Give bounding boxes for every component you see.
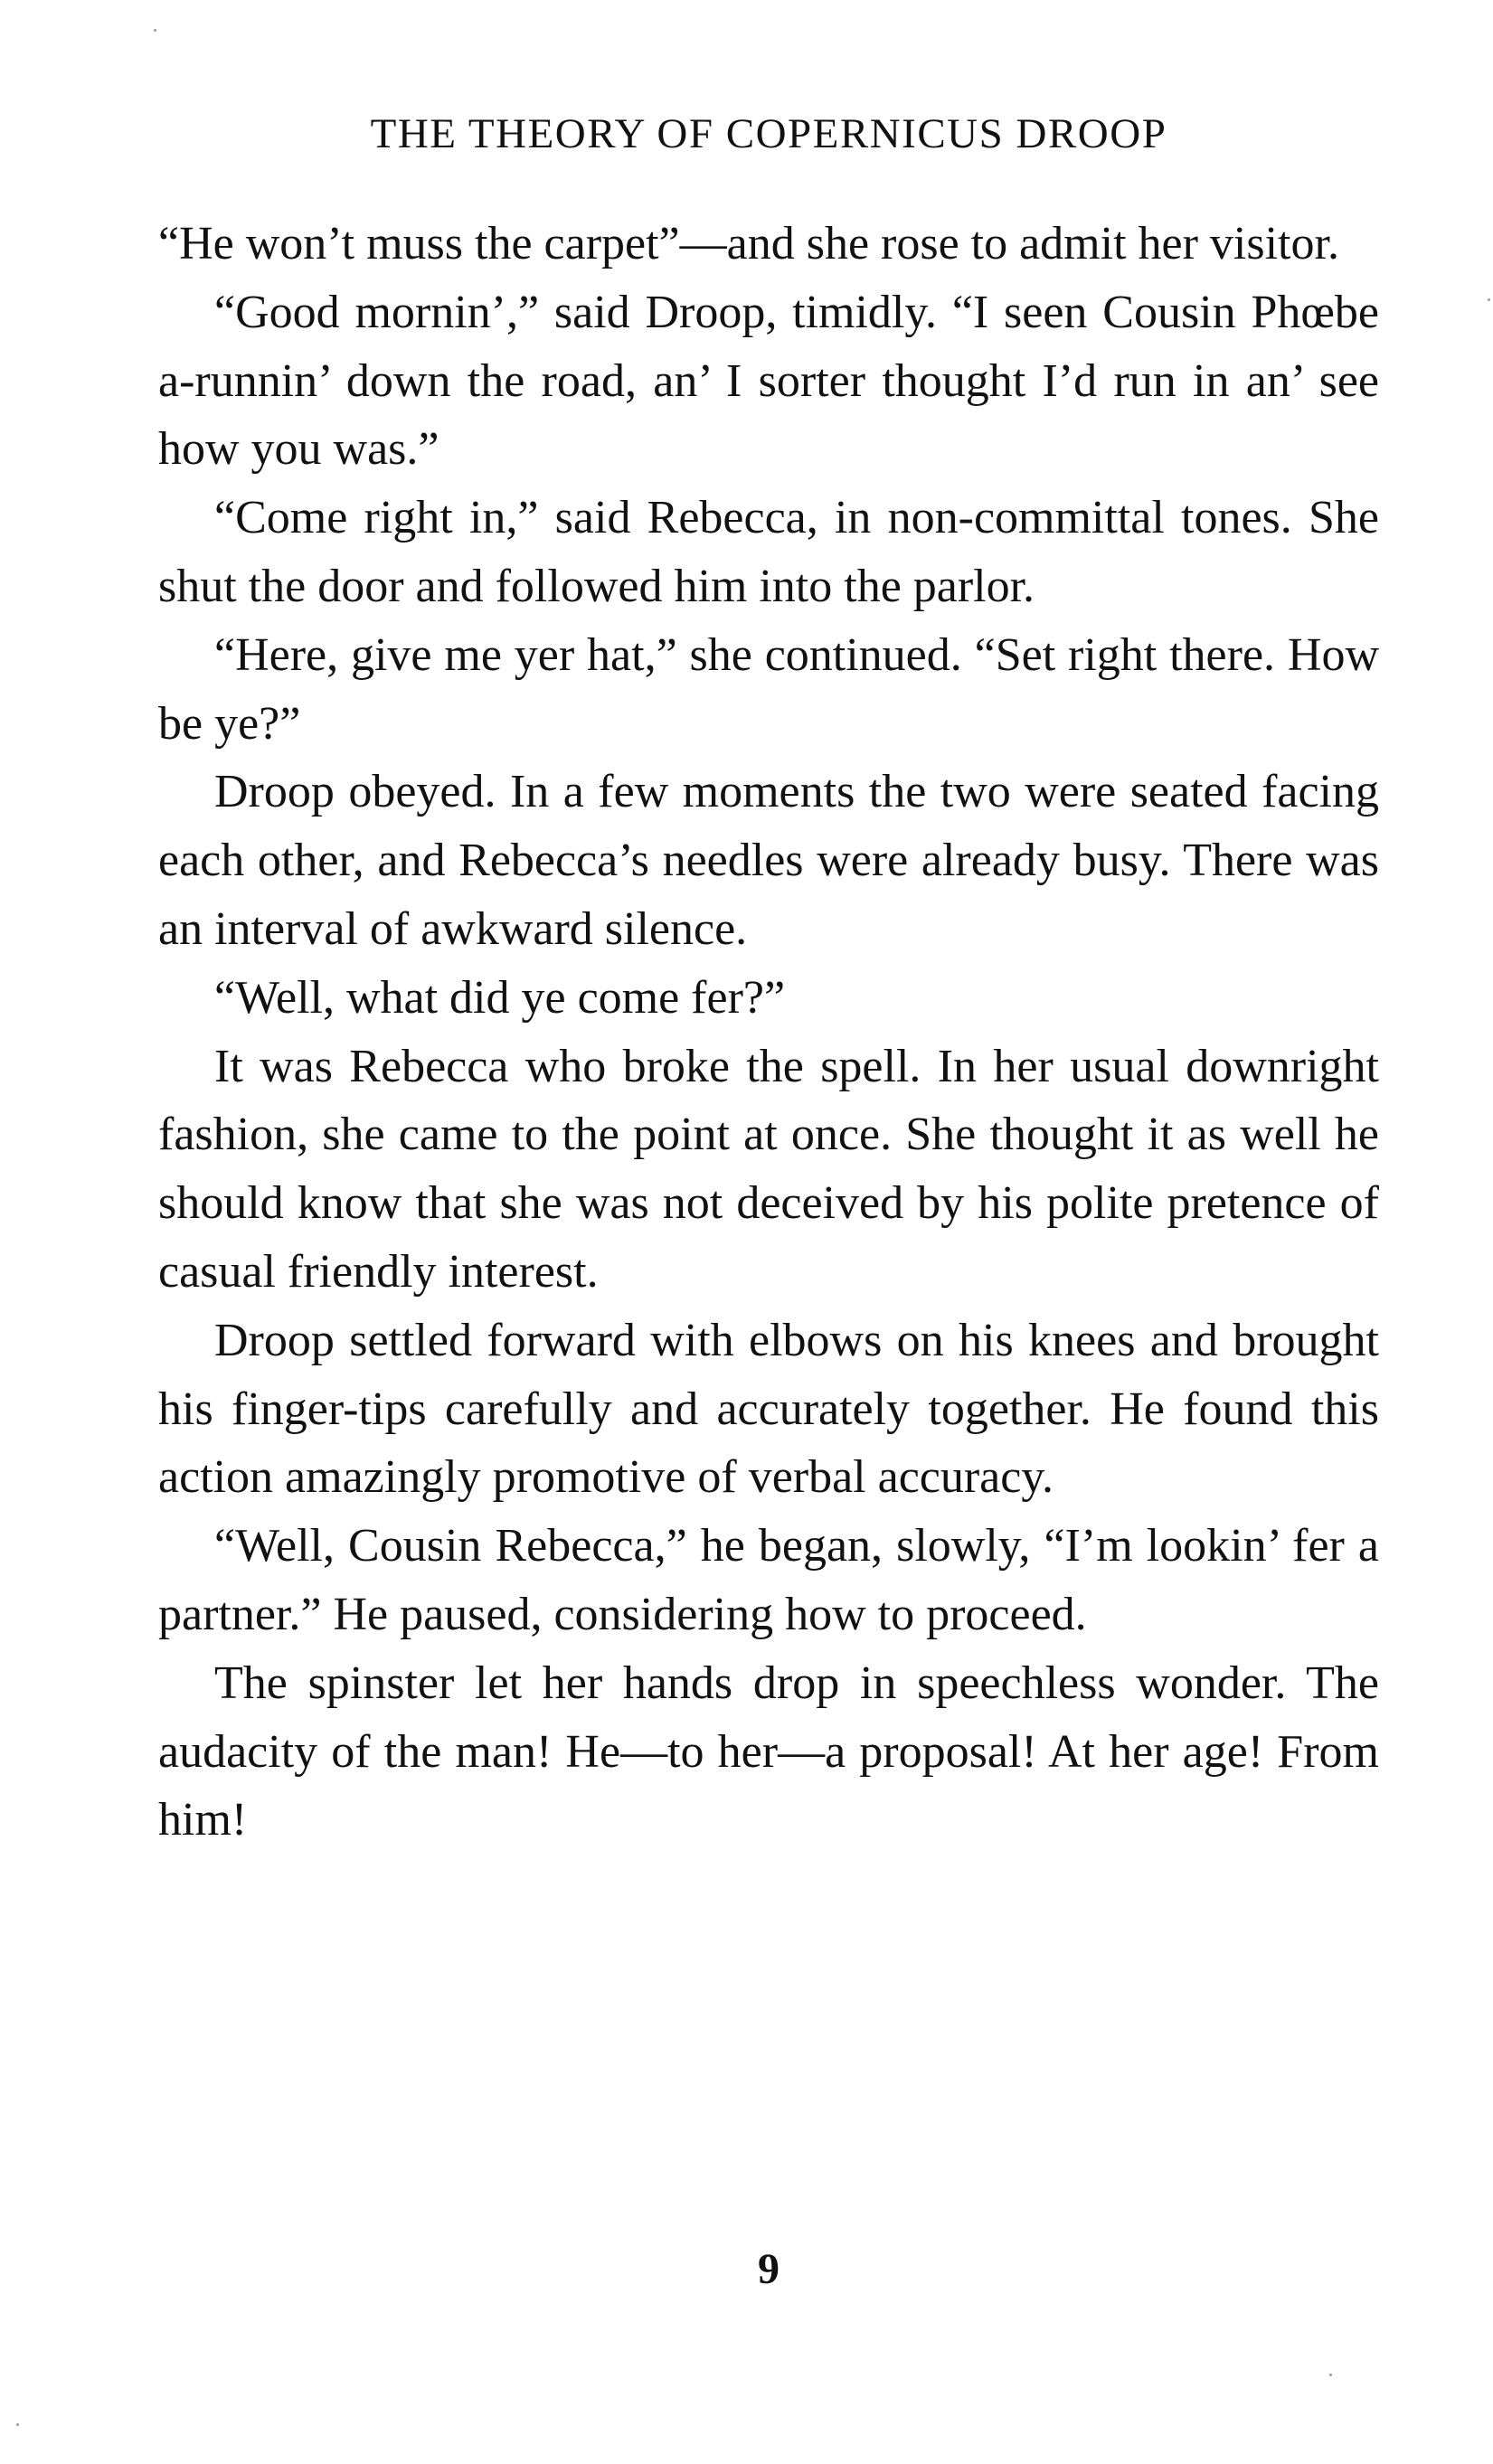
paragraph-6: “Well, what did ye come fer?” <box>214 971 786 1024</box>
paragraph-1: “He won’t muss the carpet”—and she rose to admit her visitor. <box>158 218 1339 269</box>
paper-speck <box>16 2423 19 2426</box>
paragraph-2: “Good mornin’,” said Droop, timidly. “I seen Cousin Phœbe a-runnin’ down the road, an’ I sorter thought I’d run in an’ see how you was.” <box>158 286 1379 476</box>
paragraph-8: Droop settled forward with elbows on his knees and brought his finger-tips carefully and accurately together. He found this action amazingly promotive of verbal accuracy. <box>158 1314 1379 1504</box>
paragraph-9: “Well, Cousin Rebecca,” he began, slowly, “I’m lookin’ fer a partner.” He paused, considering how to proceed. <box>158 1520 1379 1640</box>
running-head: THE THEORY OF COPERNICUS DROOP <box>370 110 1167 157</box>
paper-speck <box>154 29 156 32</box>
paper-speck <box>1488 298 1490 301</box>
paragraph-10: The spinster let her hands drop in speechless wonder. The audacity of the man! He—to her—a proposal! At her age! From him! <box>158 1657 1379 1846</box>
paragraph-7: It was Rebecca who broke the spell. In her usual downright fashion, she came to the point at once. She thought it as well he should know that she was not deceived by his polite pretence of casual friendly interest. <box>158 1040 1379 1298</box>
paragraph-3: “Come right in,” said Rebecca, in non-committal tones. She shut the door and followed him into the parlor. <box>158 492 1379 612</box>
paper-speck <box>1329 2374 1332 2376</box>
paragraph-5: Droop obeyed. In a few moments the two were seated facing each other, and Rebecca’s needles were already busy. There was an interval of awkward silence. <box>158 766 1379 955</box>
paragraph-4: “Here, give me yer hat,” she continued. “Set right there. How be ye?” <box>158 628 1379 750</box>
page-number: 9 <box>758 2245 780 2293</box>
body-text <box>158 210 1379 1855</box>
